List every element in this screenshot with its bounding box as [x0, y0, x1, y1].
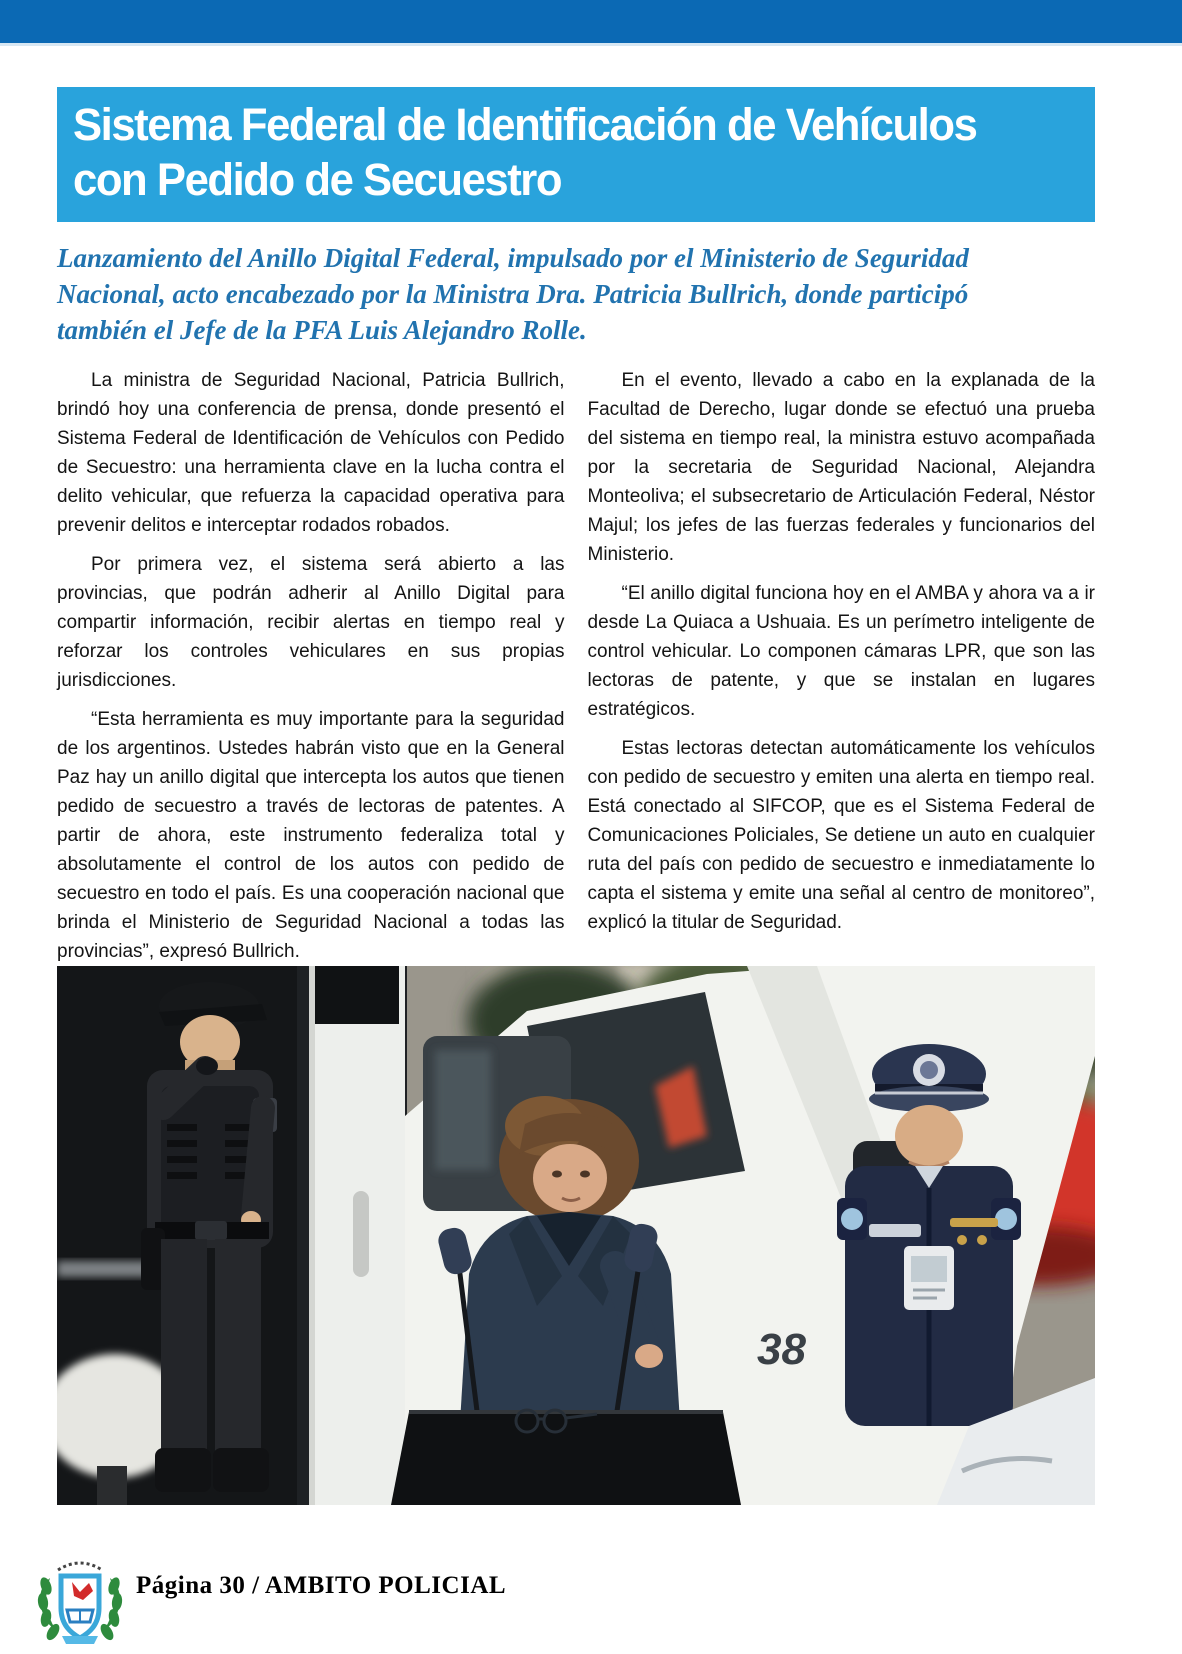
logo-shield [61, 1576, 99, 1638]
article-photo-illustration [57, 966, 1095, 1505]
paragraph: La ministra de Seguridad Nacional, Patricia Bullrich, brindó hoy una conferencia de prensa, donde presentó el Sistema Federal de Identificación de Vehículos con Pedido de Secuestro: una herramienta clave en la lucha contra el delito vehicular, que refuerza la capacidad operativa para prevenir delitos e interceptar rodados robados. [57, 370, 565, 536]
page-footer [36, 1544, 1136, 1654]
paragraph: Estas lectoras detectan automáticamente los vehículos con pedido de secuestro y emiten una alerta en tiempo real. Está conectado al SIFCOP, que es el Sistema Federal de Comunicaciones Policiales, Se detiene un auto en cualquier ruta del país con pedido de secuestro e inmediatamente lo capta el sistema y emite una señal al centro de monitoreo”, explicó la titular de Seguridad. [587, 738, 1095, 933]
right-column [588, 366, 1096, 956]
headline-line-2: con Pedido de Secuestro [73, 154, 562, 205]
paragraph: “El anillo digital funciona hoy en el AMBA y ahora va a ir desde La Quiaca a Ushuaia. Es un perímetro inteligente de control vehicular. Lo componen cámaras LPR, que son las lectoras de patente, y que se instalan en lugares estratégicos. [587, 583, 1095, 720]
left-column [57, 366, 565, 962]
headline-line-1: Sistema Federal de Identificación de Vehículos [73, 99, 977, 150]
article-lead: Lanzamiento del Anillo Digital Federal, impulsado por el Ministerio de Seguridad Nacional, acto encabezado por la Ministra Dra. Patricia Bullrich, donde participó también el Jefe de la PFA Luis Alejandro Rolle. [57, 243, 969, 345]
van-open-door [309, 966, 405, 1505]
ambito-policial-logo [36, 1548, 124, 1654]
footer-page-label: Página 30 / AMBITO POLICIAL [136, 1572, 507, 1599]
paragraph: En el evento, llevado a cabo en la explanada de la Facultad de Derecho, lugar donde se efectuó una prueba del sistema en tiempo real, la ministra estuvo acompañada por la secretaria de Seguridad Nacional, Alejandra Monteoliva; el subsecretario de Articulación Federal, Néstor Majul; los jefes de las fuerzas federales y funcionarios del Ministerio. [587, 370, 1095, 565]
logo-ribbon [62, 1636, 98, 1644]
article-body [57, 366, 1095, 962]
van-number: 38 [757, 1325, 806, 1374]
logo-arc-text [58, 1563, 102, 1570]
paragraph: “Esta herramienta es muy importante para la seguridad de los argentinos. Ustedes habrán visto que en la General Paz hay un anillo digital que intercepta los autos que tienen pedido de secuestro a través de lectoras de patentes. A partir de ahora, este instrumento federaliza total y absolutamente el control de los autos con pedido de secuestro en todo el país. Es una cooperación nacional que brinda el Ministerio de Seguridad Nacional a todas las provincias”, expresó Bullrich. [57, 709, 565, 962]
paragraph: Por primera vez, el sistema será abierto a las provincias, que podrán adherir al Anillo Digital para compartir información, recibir alertas en tiempo real y reforzar los controles vehiculares en sus propias jurisdicciones. [57, 554, 565, 691]
headline-box [57, 87, 1095, 222]
top-blue-bar [0, 0, 1182, 46]
article-photo [57, 966, 1095, 1505]
